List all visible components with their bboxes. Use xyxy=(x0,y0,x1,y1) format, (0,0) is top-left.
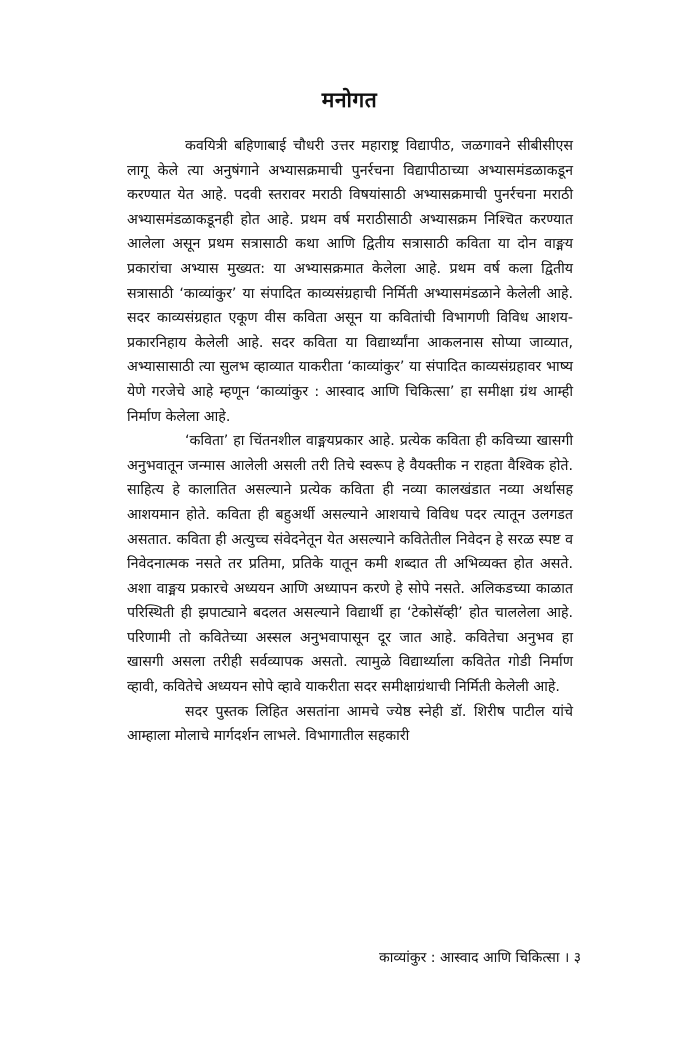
page-title: मनोगत xyxy=(321,88,378,112)
paragraph: कवयित्री बहिणाबाई चौधरी उत्तर महाराष्ट्र विद्यापीठ, जळगावने सीबीसीएस लागू केले त्या अनुषंगाने अभ्यासक्रमाची पुनर्रचना विद्यापीठाच्या अभ्यासमंडळाकडून करण्यात येत आहे. पदवी स्तरावर मराठी विषयांसाठी अभ्यासक्रमाची पुनर्रचना मराठी अभ्यासमंडळाकडूनही होत आहे. प्रथम वर्ष मराठीसाठी अभ्यासक्रम निश्चित करण्यात आलेला असून प्रथम सत्रासाठी कथा आणि द्वितीय सत्रासाठी कविता या दोन वाङ्मय प्रकारांचा अभ्यास मुख्यत: या अभ्यासक्रमात केलेला आहे. प्रथम वर्ष कला द्वितीय सत्रासाठी ‘काव्यांकुर’ या संपादित काव्यसंग्रहाची निर्मिती अभ्यासमंडळाने केलेली आहे. सदर काव्यसंग्रहात एकूण वीस कविता असून या कवितांची विभागणी विविध आशय-प्रकारनिहाय केलेली आहे. सदर कविता या विद्यार्थ्यांना आकलनास सोप्या जाव्यात, अभ्यासासाठी त्या सुलभ व्हाव्यात याकरीता ‘काव्यांकुर’ या संपादित काव्यसंग्रहावर भाष्य येणे गरजेचे आहे म्हणून ‘काव्यांकुर : आस्वाद आणि चिकित्सा’ हा समीक्षा ग्रंथ आम्ही निर्माण केलेला आहे. xyxy=(127,138,573,425)
paragraph: ‘कविता’ हा चिंतनशील वाङ्मयप्रकार आहे. प्रत्येक कविता ही कविच्या खासगी अनुभवातून जन्मास आलेली असली तरी तिचे स्वरूप हे वैयक्तीक न राहता वैश्विक होते. साहित्य हे कालातित असल्याने प्रत्येक कविता ही नव्या कालखंडात नव्या अर्थासह आशयमान होते. कविता ही बहुअर्थी असल्याने आशयाचे विविध पदर त्यातून उलगडत असतात. कविता ही अत्युच्च संवेदनेतून येत असल्याने कवितेतील निवेदन हे सरळ स्पष्ट व निवेदनात्मक नसते तर प्रतिमा, प्रतिके यातून कमी शब्दात ती अभिव्यक्त होत असते. अशा वाङ्मय प्रकारचे अध्ययन आणि अध्यापन करणे हे सोपे नसते. अलिकडच्या काळात परिस्थिती ही झपाट्याने बदलत असल्याने विद्यार्थी हा ‘टेकोसॅव्ही’ होत चाललेला आहे. परिणामी तो कवितेच्या अस्सल अनुभवापासून दूर जात आहे. कवितेचा अनुभव हा खासगी असला तरीही सर्वव्यापक असतो. त्यामुळे विद्यार्थ्याला कवितेत गोडी निर्माण व्हावी, कवितेचे अध्ययन सोपे व्हावे याकरीता सदर समीक्षाग्रंथाची निर्मिती केलेली आहे. xyxy=(127,433,573,696)
paragraph: सदर पुस्तक लिहित असतांना आमचे ज्येष्ठ स्नेही डॉ. शिरीष पाटील यांचे आम्हाला मोलाचे मार्गदर्शन लाभले. विभागातील सहकारी xyxy=(127,703,573,745)
body-text xyxy=(127,134,573,749)
page-footer: काव्यांकुर : आस्वाद आणि चिकित्सा । ३ xyxy=(378,950,581,966)
